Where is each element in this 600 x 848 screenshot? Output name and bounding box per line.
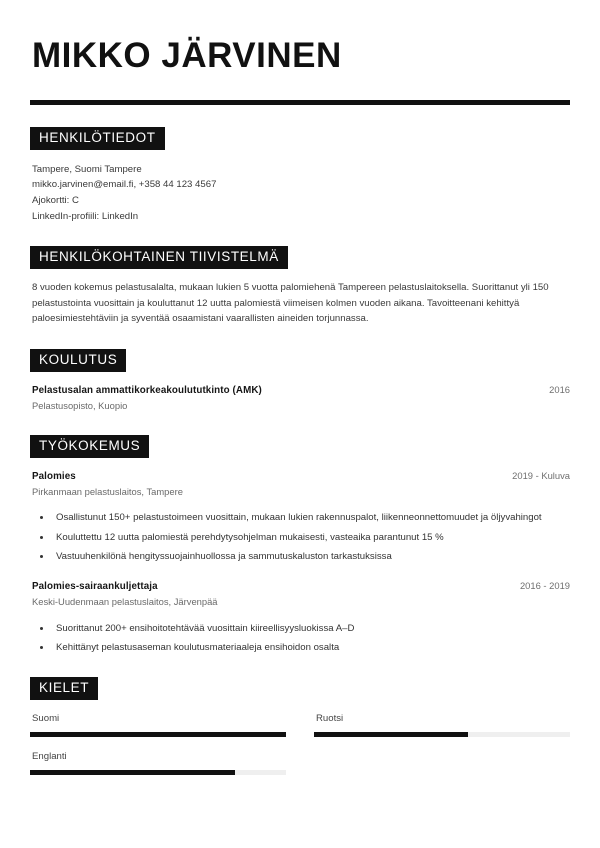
education-entry [30,384,570,413]
language-level-track [314,732,570,737]
language-level-fill [30,732,286,737]
section-education [30,349,570,413]
header-divider [30,100,570,105]
experience-bullet-list [30,510,570,564]
section-heading-languages: KIELET [30,677,98,700]
list-item: • Kehittänyt pelastusaseman koulutusmateriaaleja ensihoidon osalta [52,640,570,655]
experience-entry [30,580,570,655]
language-label: Suomi [32,713,60,725]
language-level-track [30,770,286,775]
experience-bullet-list [30,621,570,656]
list-item: • Osallistunut 150+ pelastustoimeen vuosittain, mukaan lukien rakennuspalot, liikenneonnettomuudet ja öljyvahingot [52,510,570,525]
language-label: Ruotsi [316,713,344,725]
education-institution: Pelastusopisto, Kuopio [32,399,128,411]
language-level-fill [314,732,468,737]
page-title: MIKKO JÄRVINEN [32,36,342,75]
section-contact [30,127,570,224]
language-item-suomi [30,713,286,737]
section-heading-experience: TYÖKOKEMUS [30,435,149,458]
language-level-track [30,732,286,737]
education-date: 2016 [549,383,570,395]
section-heading-summary: HENKILÖKOHTAINEN TIIVISTELMÄ [30,246,288,269]
list-item: • Kouluttettu 12 uutta palomiestä perehdytysohjelman mukaisesti, vasteaika parantunut 15 % [52,530,570,545]
contact-details [30,162,570,224]
contact-line-linkedin: LinkedIn-profiili: LinkedIn [32,210,139,222]
experience-job-title: Palomies [32,471,76,483]
experience-employer: Pirkanmaan pelastuslaitos, Tampere [32,486,183,498]
contact-line-location: Tampere, Suomi Tampere [32,163,142,175]
section-summary [30,246,570,327]
experience-entry [30,470,570,564]
language-grid [30,713,570,789]
contact-line-email-phone: mikko.jarvinen@email.fi, +358 44 123 4567 [32,179,217,191]
language-item-englanti [30,751,286,775]
education-degree: Pelastusalan ammattikorkeakoulututkinto (AMK) [32,384,262,396]
language-level-fill [30,770,235,775]
list-item: • Vastuuhenkilönä hengityssuojainhuollossa ja sammutuskaluston tarkastuksissa [52,549,570,564]
section-languages [30,677,570,789]
experience-date: 2016 - 2019 [519,580,570,592]
language-label: Englanti [32,751,67,763]
section-heading-contact: HENKILÖTIEDOT [30,127,165,150]
language-item-ruotsi [314,713,570,737]
experience-job-title: Palomies-sairaankuljettaja [32,581,158,593]
list-item: • Suorittanut 200+ ensihoitotehtävää vuosittain kiireellisyysluokissa A–D [52,621,570,636]
summary-text: 8 vuoden kokemus pelastusalalta, mukaan lukien 5 vuotta palomiehenä Tampereen pelastuslaitoksella. Suorittanut yli 150 pelastustointa vuosittain ja kouluttanut 12 uutta palomiestä viimeisen kolmen vuoden aikana. Tavoitteenani kehittyä paloesimiestehtäviin ja syventää osaamistani vaarallisten aineiden torjunnassa. [32,282,549,325]
contact-line-license: Ajokortti: C [32,194,79,206]
education-entry-header [32,384,570,396]
section-heading-education: KOULUTUS [30,349,126,372]
experience-entry-header [32,580,570,592]
experience-entry-header [32,470,570,482]
experience-date: 2019 - Kuluva [512,470,570,482]
experience-employer: Keski-Uudenmaan pelastuslaitos, Järvenpää [32,596,218,608]
section-experience [30,435,570,655]
